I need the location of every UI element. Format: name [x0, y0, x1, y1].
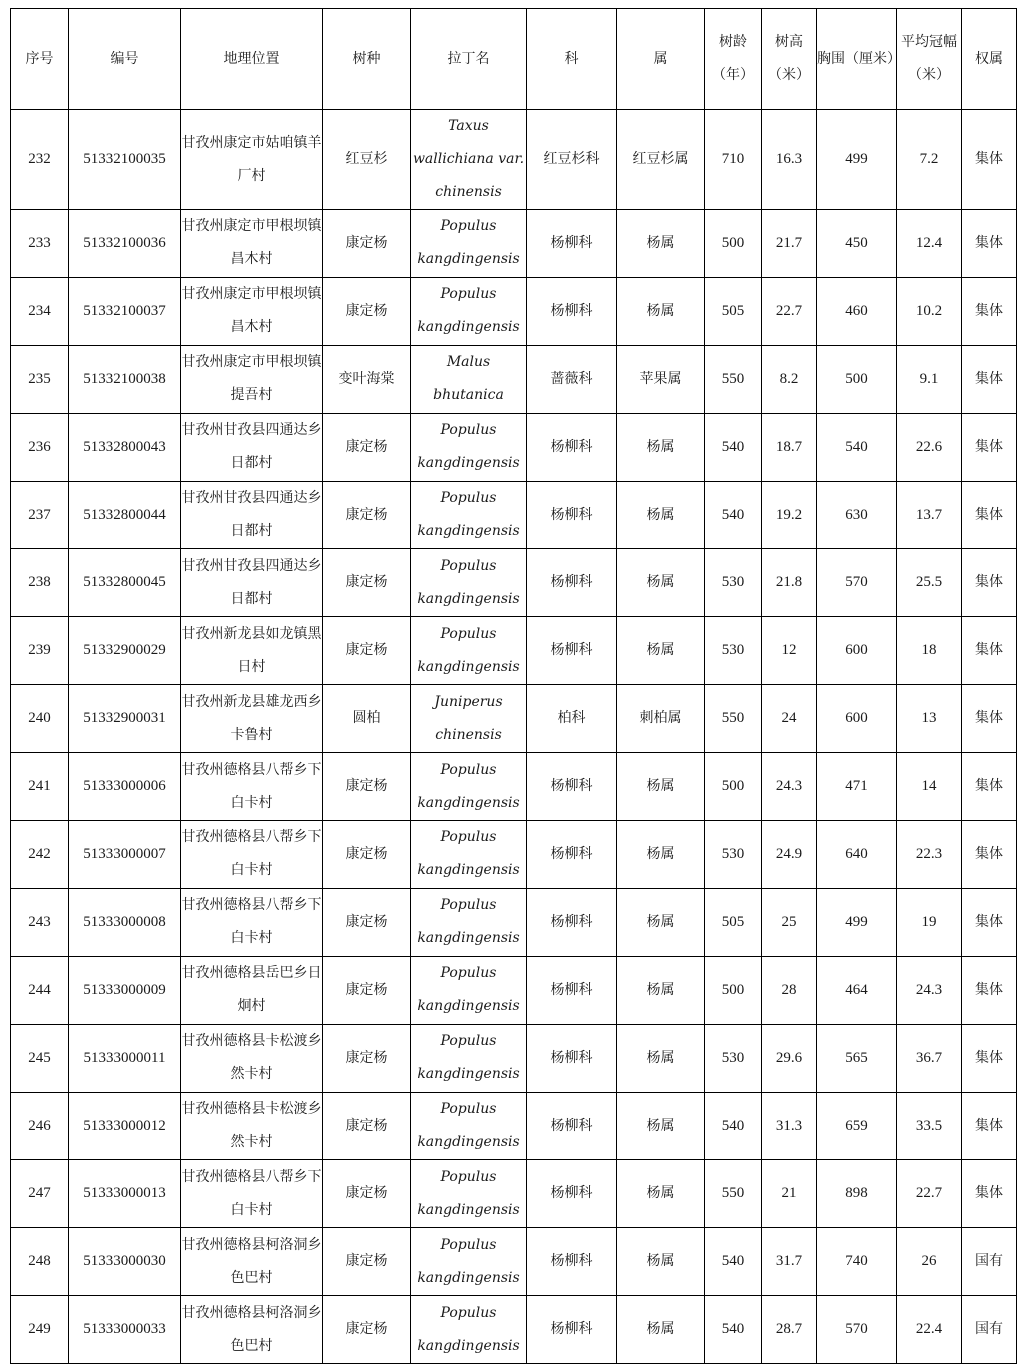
cell-location: 甘孜州康定市姑咱镇羊厂村: [181, 110, 323, 210]
cell-girth: 464: [817, 956, 897, 1024]
cell-species: 康定杨: [323, 277, 411, 345]
header-code: 编号: [69, 9, 181, 110]
cell-code: 51333000013: [69, 1160, 181, 1228]
cell-height: 21.7: [762, 210, 817, 278]
cell-species: 康定杨: [323, 1024, 411, 1092]
cell-girth: 659: [817, 1092, 897, 1160]
cell-location: 甘孜州康定市甲根坝镇昌木村: [181, 210, 323, 278]
cell-index: 245: [11, 1024, 69, 1092]
cell-species: 康定杨: [323, 1160, 411, 1228]
cell-location: 甘孜州德格县八帮乡下白卡村: [181, 1160, 323, 1228]
cell-family: 杨柳科: [527, 1228, 617, 1296]
cell-species: 红豆杉: [323, 110, 411, 210]
table-row: [11, 888, 1017, 956]
header-location: 地理位置: [181, 9, 323, 110]
cell-code: 51332100036: [69, 210, 181, 278]
cell-crown: 14: [897, 753, 962, 821]
cell-girth: 640: [817, 821, 897, 889]
header-row: [11, 9, 1017, 110]
cell-location: 甘孜州康定市甲根坝镇提吾村: [181, 345, 323, 413]
cell-species: 康定杨: [323, 821, 411, 889]
cell-girth: 471: [817, 753, 897, 821]
cell-location: 甘孜州新龙县如龙镇黑日村: [181, 617, 323, 685]
cell-ownership: 集体: [962, 617, 1017, 685]
cell-crown: 13.7: [897, 481, 962, 549]
cell-location: 甘孜州德格县八帮乡下白卡村: [181, 753, 323, 821]
cell-crown: 22.6: [897, 413, 962, 481]
cell-family: 杨柳科: [527, 888, 617, 956]
cell-height: 16.3: [762, 110, 817, 210]
cell-index: 233: [11, 210, 69, 278]
cell-girth: 898: [817, 1160, 897, 1228]
cell-genus: 杨属: [617, 413, 705, 481]
cell-latin-name: Populus kangdingensis: [411, 1092, 527, 1160]
cell-height: 31.3: [762, 1092, 817, 1160]
cell-girth: 600: [817, 685, 897, 753]
cell-species: 康定杨: [323, 549, 411, 617]
cell-crown: 12.4: [897, 210, 962, 278]
cell-index: 243: [11, 888, 69, 956]
header-girth: 胸围（厘米）: [817, 9, 897, 110]
cell-species: 康定杨: [323, 956, 411, 1024]
cell-location: 甘孜州德格县卡松渡乡然卡村: [181, 1024, 323, 1092]
cell-family: 杨柳科: [527, 413, 617, 481]
cell-age: 710: [705, 110, 762, 210]
table-row: [11, 1092, 1017, 1160]
table-row: [11, 956, 1017, 1024]
table-row: [11, 110, 1017, 210]
cell-height: 28: [762, 956, 817, 1024]
table-row: [11, 753, 1017, 821]
cell-latin-name: Populus kangdingensis: [411, 1160, 527, 1228]
header-age: 树龄（年）: [705, 9, 762, 110]
cell-crown: 26: [897, 1228, 962, 1296]
cell-ownership: 集体: [962, 753, 1017, 821]
cell-location: 甘孜州德格县柯洛洞乡色巴村: [181, 1296, 323, 1364]
cell-genus: 杨属: [617, 821, 705, 889]
cell-latin-name: Populus kangdingensis: [411, 1024, 527, 1092]
cell-code: 51332100037: [69, 277, 181, 345]
cell-latin-name: Malus bhutanica: [411, 345, 527, 413]
header-crown: 平均冠幅（米）: [897, 9, 962, 110]
cell-latin-name: Populus kangdingensis: [411, 617, 527, 685]
cell-latin-name: Populus kangdingensis: [411, 821, 527, 889]
cell-crown: 22.7: [897, 1160, 962, 1228]
cell-species: 康定杨: [323, 413, 411, 481]
cell-crown: 10.2: [897, 277, 962, 345]
cell-location: 甘孜州甘孜县四通达乡日都村: [181, 413, 323, 481]
cell-family: 杨柳科: [527, 1024, 617, 1092]
cell-code: 51333000012: [69, 1092, 181, 1160]
header-latin-name: 拉丁名: [411, 9, 527, 110]
cell-age: 540: [705, 1296, 762, 1364]
cell-genus: 杨属: [617, 1024, 705, 1092]
cell-girth: 600: [817, 617, 897, 685]
cell-girth: 460: [817, 277, 897, 345]
cell-crown: 33.5: [897, 1092, 962, 1160]
header-ownership: 权属: [962, 9, 1017, 110]
cell-location: 甘孜州德格县卡松渡乡然卡村: [181, 1092, 323, 1160]
cell-ownership: 集体: [962, 110, 1017, 210]
header-species: 树种: [323, 9, 411, 110]
cell-age: 530: [705, 821, 762, 889]
cell-code: 51332100038: [69, 345, 181, 413]
cell-height: 25: [762, 888, 817, 956]
cell-crown: 22.4: [897, 1296, 962, 1364]
cell-girth: 570: [817, 1296, 897, 1364]
cell-crown: 19: [897, 888, 962, 956]
cell-genus: 杨属: [617, 1160, 705, 1228]
cell-ownership: 集体: [962, 821, 1017, 889]
cell-height: 21.8: [762, 549, 817, 617]
cell-index: 240: [11, 685, 69, 753]
cell-genus: 苹果属: [617, 345, 705, 413]
table-row: [11, 1024, 1017, 1092]
cell-species: 圆柏: [323, 685, 411, 753]
cell-genus: 杨属: [617, 210, 705, 278]
cell-crown: 36.7: [897, 1024, 962, 1092]
cell-crown: 25.5: [897, 549, 962, 617]
table-row: [11, 549, 1017, 617]
cell-code: 51333000030: [69, 1228, 181, 1296]
cell-ownership: 集体: [962, 549, 1017, 617]
cell-age: 500: [705, 956, 762, 1024]
cell-family: 柏科: [527, 685, 617, 753]
cell-code: 51333000033: [69, 1296, 181, 1364]
cell-location: 甘孜州德格县八帮乡下白卡村: [181, 821, 323, 889]
cell-height: 12: [762, 617, 817, 685]
cell-height: 28.7: [762, 1296, 817, 1364]
header-height: 树高（米）: [762, 9, 817, 110]
cell-family: 杨柳科: [527, 481, 617, 549]
table-row: [11, 345, 1017, 413]
cell-age: 540: [705, 413, 762, 481]
cell-index: 247: [11, 1160, 69, 1228]
cell-latin-name: Populus kangdingensis: [411, 549, 527, 617]
table-header: [11, 9, 1017, 110]
cell-age: 530: [705, 549, 762, 617]
cell-family: 杨柳科: [527, 1092, 617, 1160]
document-page: [10, 8, 1017, 1364]
cell-ownership: 集体: [962, 210, 1017, 278]
cell-family: 杨柳科: [527, 956, 617, 1024]
cell-species: 康定杨: [323, 1092, 411, 1160]
header-family: 科: [527, 9, 617, 110]
cell-girth: 540: [817, 413, 897, 481]
cell-species: 康定杨: [323, 481, 411, 549]
cell-location: 甘孜州康定市甲根坝镇昌木村: [181, 277, 323, 345]
cell-family: 杨柳科: [527, 1296, 617, 1364]
cell-genus: 杨属: [617, 888, 705, 956]
cell-latin-name: Populus kangdingensis: [411, 956, 527, 1024]
cell-code: 51333000009: [69, 956, 181, 1024]
cell-index: 232: [11, 110, 69, 210]
cell-age: 500: [705, 210, 762, 278]
table-row: [11, 413, 1017, 481]
cell-genus: 杨属: [617, 617, 705, 685]
cell-species: 康定杨: [323, 888, 411, 956]
cell-index: 239: [11, 617, 69, 685]
cell-family: 杨柳科: [527, 210, 617, 278]
cell-location: 甘孜州德格县柯洛洞乡色巴村: [181, 1228, 323, 1296]
cell-age: 550: [705, 685, 762, 753]
cell-code: 51332100035: [69, 110, 181, 210]
cell-species: 康定杨: [323, 753, 411, 821]
cell-crown: 24.3: [897, 956, 962, 1024]
cell-latin-name: Populus kangdingensis: [411, 277, 527, 345]
cell-family: 红豆杉科: [527, 110, 617, 210]
table-row: [11, 821, 1017, 889]
cell-ownership: 集体: [962, 277, 1017, 345]
cell-ownership: 集体: [962, 345, 1017, 413]
cell-crown: 13: [897, 685, 962, 753]
cell-height: 21: [762, 1160, 817, 1228]
cell-species: 康定杨: [323, 617, 411, 685]
table-row: [11, 685, 1017, 753]
table-row: [11, 481, 1017, 549]
cell-index: 244: [11, 956, 69, 1024]
cell-ownership: 集体: [962, 481, 1017, 549]
cell-genus: 杨属: [617, 753, 705, 821]
cell-index: 241: [11, 753, 69, 821]
cell-ownership: 集体: [962, 685, 1017, 753]
cell-genus: 红豆杉属: [617, 110, 705, 210]
cell-code: 51333000007: [69, 821, 181, 889]
table-row: [11, 277, 1017, 345]
cell-family: 杨柳科: [527, 549, 617, 617]
cell-age: 550: [705, 1160, 762, 1228]
cell-height: 8.2: [762, 345, 817, 413]
cell-ownership: 集体: [962, 1092, 1017, 1160]
cell-family: 杨柳科: [527, 277, 617, 345]
table-row: [11, 210, 1017, 278]
cell-age: 530: [705, 617, 762, 685]
cell-height: 22.7: [762, 277, 817, 345]
cell-index: 246: [11, 1092, 69, 1160]
cell-genus: 杨属: [617, 1228, 705, 1296]
cell-family: 杨柳科: [527, 821, 617, 889]
cell-code: 51332800045: [69, 549, 181, 617]
cell-family: 杨柳科: [527, 617, 617, 685]
cell-height: 24: [762, 685, 817, 753]
table-body: [11, 110, 1017, 1364]
cell-age: 540: [705, 1092, 762, 1160]
cell-height: 18.7: [762, 413, 817, 481]
cell-age: 530: [705, 1024, 762, 1092]
cell-index: 242: [11, 821, 69, 889]
ancient-tree-table: [10, 8, 1017, 1364]
cell-ownership: 集体: [962, 888, 1017, 956]
cell-species: 康定杨: [323, 1296, 411, 1364]
cell-location: 甘孜州德格县岳巴乡日炯村: [181, 956, 323, 1024]
cell-species: 康定杨: [323, 1228, 411, 1296]
table-row: [11, 1296, 1017, 1364]
cell-index: 248: [11, 1228, 69, 1296]
cell-genus: 杨属: [617, 1092, 705, 1160]
cell-ownership: 国有: [962, 1228, 1017, 1296]
cell-code: 51332900029: [69, 617, 181, 685]
cell-ownership: 国有: [962, 1296, 1017, 1364]
cell-family: 蔷薇科: [527, 345, 617, 413]
cell-girth: 630: [817, 481, 897, 549]
cell-height: 31.7: [762, 1228, 817, 1296]
cell-genus: 杨属: [617, 549, 705, 617]
cell-latin-name: Populus kangdingensis: [411, 210, 527, 278]
cell-latin-name: Juniperus chinensis: [411, 685, 527, 753]
cell-code: 51332800044: [69, 481, 181, 549]
cell-ownership: 集体: [962, 1024, 1017, 1092]
cell-girth: 565: [817, 1024, 897, 1092]
cell-location: 甘孜州德格县八帮乡下白卡村: [181, 888, 323, 956]
cell-height: 24.3: [762, 753, 817, 821]
header-index: 序号: [11, 9, 69, 110]
cell-code: 51332800043: [69, 413, 181, 481]
table-row: [11, 1160, 1017, 1228]
cell-index: 238: [11, 549, 69, 617]
cell-age: 505: [705, 888, 762, 956]
cell-family: 杨柳科: [527, 753, 617, 821]
cell-age: 540: [705, 481, 762, 549]
table-row: [11, 1228, 1017, 1296]
cell-girth: 570: [817, 549, 897, 617]
cell-crown: 22.3: [897, 821, 962, 889]
cell-height: 29.6: [762, 1024, 817, 1092]
cell-index: 236: [11, 413, 69, 481]
header-genus: 属: [617, 9, 705, 110]
cell-genus: 杨属: [617, 956, 705, 1024]
cell-latin-name: Populus kangdingensis: [411, 1296, 527, 1364]
cell-index: 237: [11, 481, 69, 549]
cell-index: 249: [11, 1296, 69, 1364]
cell-index: 235: [11, 345, 69, 413]
cell-height: 24.9: [762, 821, 817, 889]
cell-latin-name: Populus kangdingensis: [411, 1228, 527, 1296]
cell-age: 540: [705, 1228, 762, 1296]
cell-code: 51333000011: [69, 1024, 181, 1092]
cell-species: 变叶海棠: [323, 345, 411, 413]
cell-crown: 9.1: [897, 345, 962, 413]
cell-crown: 18: [897, 617, 962, 685]
cell-code: 51332900031: [69, 685, 181, 753]
cell-age: 505: [705, 277, 762, 345]
table-row: [11, 617, 1017, 685]
cell-girth: 740: [817, 1228, 897, 1296]
cell-genus: 刺柏属: [617, 685, 705, 753]
cell-species: 康定杨: [323, 210, 411, 278]
cell-ownership: 集体: [962, 1160, 1017, 1228]
cell-ownership: 集体: [962, 956, 1017, 1024]
cell-latin-name: Populus kangdingensis: [411, 888, 527, 956]
cell-ownership: 集体: [962, 413, 1017, 481]
cell-girth: 499: [817, 110, 897, 210]
cell-genus: 杨属: [617, 1296, 705, 1364]
cell-family: 杨柳科: [527, 1160, 617, 1228]
cell-code: 51333000006: [69, 753, 181, 821]
cell-girth: 500: [817, 345, 897, 413]
cell-girth: 499: [817, 888, 897, 956]
cell-crown: 7.2: [897, 110, 962, 210]
cell-age: 550: [705, 345, 762, 413]
cell-latin-name: Populus kangdingensis: [411, 413, 527, 481]
cell-age: 500: [705, 753, 762, 821]
cell-location: 甘孜州甘孜县四通达乡日都村: [181, 549, 323, 617]
cell-latin-name: Populus kangdingensis: [411, 753, 527, 821]
cell-location: 甘孜州新龙县雄龙西乡卡鲁村: [181, 685, 323, 753]
cell-genus: 杨属: [617, 481, 705, 549]
cell-height: 19.2: [762, 481, 817, 549]
cell-latin-name: Populus kangdingensis: [411, 481, 527, 549]
cell-girth: 450: [817, 210, 897, 278]
cell-latin-name: Taxus wallichiana var. chinensis: [411, 110, 527, 210]
cell-location: 甘孜州甘孜县四通达乡日都村: [181, 481, 323, 549]
cell-code: 51333000008: [69, 888, 181, 956]
cell-index: 234: [11, 277, 69, 345]
cell-genus: 杨属: [617, 277, 705, 345]
